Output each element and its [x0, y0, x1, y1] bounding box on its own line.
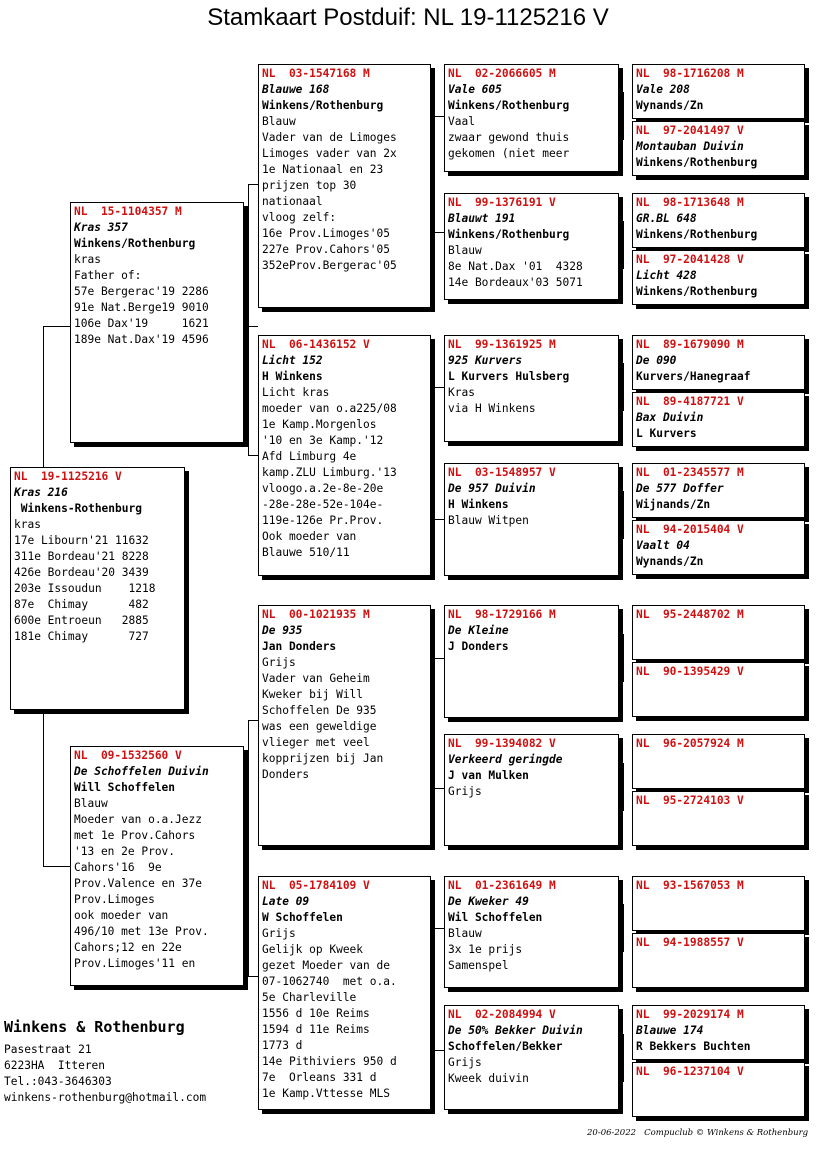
breeder-name: Winkens-Rothenburg	[14, 502, 142, 515]
pedigree-card-mfff[interactable]	[632, 605, 805, 660]
detail-line: prijzen top 30	[262, 179, 357, 192]
detail-line: gekomen (niet meer	[448, 147, 570, 160]
detail-line: Moeder van o.a.Jezz	[74, 813, 202, 826]
pedigree-card-fff[interactable]	[444, 64, 619, 172]
detail-line: 1e Kamp.Morgenlos	[262, 418, 377, 431]
detail-line: Father of:	[74, 269, 142, 282]
pigeon-name: Vale 208	[636, 83, 690, 96]
breeder-name: Kurvers/Hanegraaf	[636, 370, 751, 383]
ring-number: NL 06-1436152 V	[262, 338, 370, 351]
connector-line	[434, 387, 444, 388]
detail-line: Vader van Geheim	[262, 672, 370, 685]
detail-line: Blauw	[262, 115, 296, 128]
pigeon-name: Vaalt 04	[636, 539, 690, 552]
pigeon-name: De 957 Duivin	[448, 482, 536, 495]
detail-line: Blauw	[448, 927, 482, 940]
pedigree-card-mother[interactable]	[70, 746, 244, 986]
detail-line: 227e Prov.Cahors'05	[262, 243, 390, 256]
pedigree-card-mmmf[interactable]	[632, 1005, 805, 1060]
detail-line: 119e-126e Pr.Prov.	[262, 514, 384, 527]
connector-line	[623, 92, 624, 140]
pigeon-name: Blauwe 174	[636, 1024, 704, 1037]
breeder-name: Will Schoffelen	[74, 781, 176, 794]
owner-name: Winkens & Rothenburg	[4, 1018, 185, 1036]
pedigree-card-mfm[interactable]	[444, 734, 619, 846]
detail-line: was een geweldige	[262, 720, 377, 733]
detail-line: 87e Chimay 482	[14, 598, 149, 611]
owner-street: Pasestraat 21	[4, 1043, 92, 1056]
breeder-name: Schoffelen/Bekker	[448, 1040, 563, 1053]
connector-line	[248, 976, 258, 977]
breeder-name: Jan Donders	[262, 640, 337, 653]
pedigree-card-mmm[interactable]	[444, 1005, 619, 1110]
connector-line	[434, 387, 435, 519]
pedigree-card-mm[interactable]	[258, 876, 431, 1110]
pigeon-name: De Kweker 49	[448, 895, 529, 908]
detail-line: 17e Libourn'21 11632	[14, 534, 149, 547]
detail-line: 426e Bordeau'20 3439	[14, 566, 149, 579]
detail-line: Grijs	[262, 927, 296, 940]
detail-line: zwaar gewond thuis	[448, 131, 570, 144]
pigeon-name: Licht 428	[636, 269, 697, 282]
ring-number: NL 01-2361649 M	[448, 879, 556, 892]
ring-number: NL 89-4187721 V	[636, 395, 744, 408]
detail-line: vloog zelf:	[262, 211, 337, 224]
ring-number: NL 98-1716208 M	[636, 67, 744, 80]
connector-line	[248, 720, 249, 866]
connector-line	[43, 712, 44, 866]
detail-line: Cahors'16 9e	[74, 861, 162, 874]
pedigree-card-fm[interactable]	[258, 335, 431, 576]
detail-line: 600e Entroeun 2885	[14, 614, 149, 627]
pedigree-card-mmf[interactable]	[444, 876, 619, 988]
detail-line: kras	[14, 518, 41, 531]
detail-line: Blauw	[74, 797, 108, 810]
connector-line	[623, 634, 624, 682]
detail-line: 16e Prov.Limoges'05	[262, 227, 390, 240]
pedigree-card-fffm[interactable]	[632, 121, 805, 176]
detail-line: Vader van de Limoges	[262, 131, 397, 144]
breeder-name: R Bekkers Buchten	[636, 1040, 751, 1053]
ring-number: NL 15-1104357 M	[74, 205, 182, 218]
pedigree-card-ffm[interactable]	[444, 193, 619, 300]
ring-number: NL 98-1729166 M	[448, 608, 556, 621]
connector-line	[434, 658, 435, 788]
connector-line	[434, 788, 444, 789]
pigeon-name: Verkeerd geringde	[448, 753, 563, 766]
owner-phone: Tel.:043-3646303	[4, 1075, 112, 1088]
ring-number: NL 19-1125216 V	[14, 470, 122, 483]
pedigree-card-ffff[interactable]	[632, 64, 805, 119]
detail-line: Afd Limburg 4e	[262, 450, 357, 463]
detail-line: Limoges vader van 2x	[262, 147, 397, 160]
pigeon-name: Licht 152	[262, 354, 323, 367]
detail-line: '13 en 2e Prov.	[74, 845, 176, 858]
pigeon-name: Late 09	[262, 895, 310, 908]
owner-email[interactable]: winkens-rothenburg@hotmail.com	[4, 1091, 207, 1104]
detail-line: 8e Nat.Dax '01 4328	[448, 260, 583, 273]
ring-number: NL 89-1679090 M	[636, 338, 744, 351]
connector-line	[434, 116, 435, 232]
ring-number: NL 96-2057924 M	[636, 737, 744, 750]
detail-line: Grijs	[448, 785, 482, 798]
connector-line	[434, 1050, 444, 1051]
pigeon-name: De 090	[636, 354, 677, 367]
breeder-name: W Schoffelen	[262, 911, 343, 924]
detail-line: Cahors;12 en 22e	[74, 941, 182, 954]
detail-line: Grijs	[448, 1056, 482, 1069]
pigeon-name: Montauban Duivin	[636, 140, 744, 153]
ring-number: NL 00-1021935 M	[262, 608, 370, 621]
connector-line	[623, 904, 624, 952]
connector-line	[43, 866, 70, 867]
pigeon-name: GR.BL 648	[636, 212, 697, 225]
pedigree-card-fmmf[interactable]	[632, 463, 805, 518]
detail-line: vlieger met veel	[262, 736, 370, 749]
breeder-name: Winkens/Rothenburg	[636, 228, 758, 241]
detail-line: Grijs	[262, 656, 296, 669]
detail-line: kopprijzen bij Jan	[262, 752, 384, 765]
detail-line: gezet Moeder van de	[262, 959, 390, 972]
connector-line	[434, 232, 444, 233]
breeder-name: J Donders	[448, 640, 509, 653]
pedigree-card-fmmm[interactable]	[632, 520, 805, 575]
detail-line: Schoffelen De 935	[262, 704, 377, 717]
ring-number: NL 94-1988557 V	[636, 936, 744, 949]
pedigree-card-mff[interactable]	[444, 605, 619, 718]
detail-line: Blauwe 510/11	[262, 546, 350, 559]
detail-line: via H Winkens	[448, 402, 536, 415]
pedigree-card-fmfm[interactable]	[632, 392, 805, 447]
ring-number: NL 96-1237104 V	[636, 1065, 744, 1078]
detail-line: met 1e Prov.Cahors	[74, 829, 196, 842]
detail-line: 07-1062740 met o.a.	[262, 975, 397, 988]
connector-line	[434, 928, 435, 1050]
breeder-name: L Kurvers	[636, 427, 697, 440]
detail-line: Donders	[262, 768, 310, 781]
connector-line	[43, 326, 70, 327]
ring-number: NL 95-2724103 V	[636, 794, 744, 807]
connector-line	[434, 658, 444, 659]
connector-line	[434, 116, 444, 117]
connector-line	[623, 221, 624, 269]
breeder-name: Winkens/Rothenburg	[448, 228, 570, 241]
detail-line: '10 en 3e Kamp.'12	[262, 434, 384, 447]
pigeon-name: Bax Duivin	[636, 411, 704, 424]
ring-number: NL 95-2448702 M	[636, 608, 744, 621]
breeder-name: Winkens/Rothenburg	[262, 99, 384, 112]
detail-line: 496/10 met 13e Prov.	[74, 925, 209, 938]
detail-line: 1773 d	[262, 1039, 303, 1052]
ring-number: NL 90-1395429 V	[636, 665, 744, 678]
connector-line	[248, 184, 249, 326]
detail-line: 57e Bergerac'19 2286	[74, 285, 209, 298]
owner-city: 6223HA Itteren	[4, 1059, 106, 1072]
connector-line	[623, 1034, 624, 1082]
detail-line: 181e Chimay 727	[14, 630, 149, 643]
connector-line	[434, 519, 444, 520]
pigeon-name: Kras 357	[74, 221, 128, 234]
ring-number: NL 02-2084994 V	[448, 1008, 556, 1021]
connector-line	[248, 326, 249, 455]
connector-line	[248, 866, 249, 976]
pedigree-card-ffmf[interactable]	[632, 193, 805, 248]
detail-line: vloogo.a.2e-8e-20e	[262, 482, 384, 495]
pigeon-name: De 577 Doffer	[636, 482, 724, 495]
detail-line: 1594 d 11e Reims	[262, 1023, 370, 1036]
detail-line: 106e Dax'19 1621	[74, 317, 209, 330]
pigeon-name: De 50% Bekker Duivin	[448, 1024, 583, 1037]
pedigree-card-mmff[interactable]	[632, 876, 805, 931]
detail-line: 14e Bordeaux'03 5071	[448, 276, 583, 289]
ring-number: NL 97-2041497 V	[636, 124, 744, 137]
breeder-name: H Winkens	[262, 370, 323, 383]
breeder-name: Winkens/Rothenburg	[636, 285, 758, 298]
connector-line	[623, 491, 624, 539]
pigeon-name: Blauwt 191	[448, 212, 516, 225]
pedigree-card-ff[interactable]	[258, 64, 431, 308]
pedigree-card-subject[interactable]	[10, 467, 185, 710]
ring-number: NL 01-2345577 M	[636, 466, 744, 479]
detail-line: Licht kras	[262, 386, 330, 399]
pedigree-card-father[interactable]	[70, 202, 244, 443]
connector-line	[43, 326, 44, 468]
detail-line: 3x 1e prijs	[448, 943, 523, 956]
breeder-name: Wynands/Zn	[636, 555, 704, 568]
pedigree-card-mfmf[interactable]	[632, 734, 805, 789]
detail-line: kamp.ZLU Limburg.'13	[262, 466, 397, 479]
ring-number: NL 99-2029174 M	[636, 1008, 744, 1021]
ring-number: NL 94-2015404 V	[636, 523, 744, 536]
connector-line	[248, 326, 258, 327]
ring-number: NL 02-2066605 M	[448, 67, 556, 80]
detail-line: 1e Nationaal en 23	[262, 163, 384, 176]
detail-line: Kweker bij Will	[262, 688, 364, 701]
pigeon-name: 925 Kurvers	[448, 354, 523, 367]
detail-line: -28e-28e-52e-104e-	[262, 498, 384, 511]
detail-line: nationaal	[262, 195, 323, 208]
pigeon-name: Kras 216	[14, 486, 68, 499]
detail-line: Blauw	[448, 244, 482, 257]
detail-line: 5e Charleville	[262, 991, 357, 1004]
detail-line: moeder van o.a225/08	[262, 402, 397, 415]
breeder-name: Wijnands/Zn	[636, 498, 711, 511]
pedigree-card-ffmm[interactable]	[632, 250, 805, 305]
pedigree-card-mfmm[interactable]	[632, 791, 805, 846]
detail-line: Kras	[448, 386, 475, 399]
breeder-name: H Winkens	[448, 498, 509, 511]
detail-line: 189e Nat.Dax'19 4596	[74, 333, 209, 346]
detail-line: Vaal	[448, 115, 475, 128]
connector-line	[623, 363, 624, 411]
pedigree-card-mf[interactable]	[258, 605, 431, 846]
ring-number: NL 05-1784109 V	[262, 879, 370, 892]
connector-line	[248, 720, 258, 721]
pigeon-name: Vale 605	[448, 83, 502, 96]
detail-line: Prov.Limoges	[74, 893, 155, 906]
owner-address	[4, 1042, 206, 1106]
detail-line: Gelijk op Kweek	[262, 943, 364, 956]
pedigree-card-mmfm[interactable]	[632, 933, 805, 988]
ring-number: NL 97-2041428 V	[636, 253, 744, 266]
pigeon-name: De Schoffelen Duivin	[74, 765, 209, 778]
detail-line: Samenspel	[448, 959, 509, 972]
page-title: Stamkaart Postduif: NL 19-1125216 V	[207, 4, 609, 31]
pigeon-name: De Kleine	[448, 624, 509, 637]
pedigree-card-mmmm[interactable]	[632, 1062, 805, 1117]
detail-line: 1e Kamp.Vttesse MLS	[262, 1087, 390, 1100]
pigeon-name: De 935	[262, 624, 303, 637]
ring-number: NL 93-1567053 M	[636, 879, 744, 892]
breeder-name: Wynands/Zn	[636, 99, 704, 112]
breeder-name: Wil Schoffelen	[448, 911, 543, 924]
breeder-name: Winkens/Rothenburg	[636, 156, 758, 169]
pedigree-card-fmf[interactable]	[444, 335, 619, 442]
ring-number: NL 98-1713648 M	[636, 196, 744, 209]
detail-line: Ook moeder van	[262, 530, 357, 543]
connector-line	[434, 928, 444, 929]
ring-number: NL 09-1532560 V	[74, 749, 182, 762]
detail-line: 7e Orleans 331 d	[262, 1071, 377, 1084]
detail-line: 1556 d 10e Reims	[262, 1007, 370, 1020]
detail-line: ook moeder van	[74, 909, 169, 922]
pedigree-card-fmff[interactable]	[632, 335, 805, 390]
detail-line: Prov.Valence en 37e	[74, 877, 202, 890]
detail-line: Kweek duivin	[448, 1072, 529, 1085]
breeder-name: J van Mulken	[448, 769, 529, 782]
detail-line: Prov.Limoges'11 en	[74, 957, 196, 970]
detail-line: 352eProv.Bergerac'05	[262, 259, 397, 272]
detail-line: 91e Nat.Berge19 9010	[74, 301, 209, 314]
detail-line: kras	[74, 253, 101, 266]
pedigree-card-mffm[interactable]	[632, 662, 805, 717]
detail-line: Blauw Witpen	[448, 514, 529, 527]
ring-number: NL 99-1361925 M	[448, 338, 556, 351]
detail-line: 14e Pithiviers 950 d	[262, 1055, 397, 1068]
ring-number: NL 03-1547168 M	[262, 67, 370, 80]
pedigree-card-fmm[interactable]	[444, 463, 619, 576]
ring-number: NL 99-1376191 V	[448, 196, 556, 209]
connector-line	[623, 763, 624, 811]
pigeon-name: Blauwe 168	[262, 83, 330, 96]
detail-line: 311e Bordeau'21 8228	[14, 550, 149, 563]
ring-number: NL 99-1394082 V	[448, 737, 556, 750]
detail-line: 203e Issoudun 1218	[14, 582, 156, 595]
connector-line	[248, 455, 258, 456]
breeder-name: Winkens/Rothenburg	[448, 99, 570, 112]
breeder-name: L Kurvers Hulsberg	[448, 370, 570, 383]
ring-number: NL 03-1548957 V	[448, 466, 556, 479]
breeder-name: Winkens/Rothenburg	[74, 237, 196, 250]
footer-credit: 20-06-2022 Compuclub © Winkens & Rothenburg	[587, 1128, 809, 1138]
connector-line	[248, 184, 258, 185]
